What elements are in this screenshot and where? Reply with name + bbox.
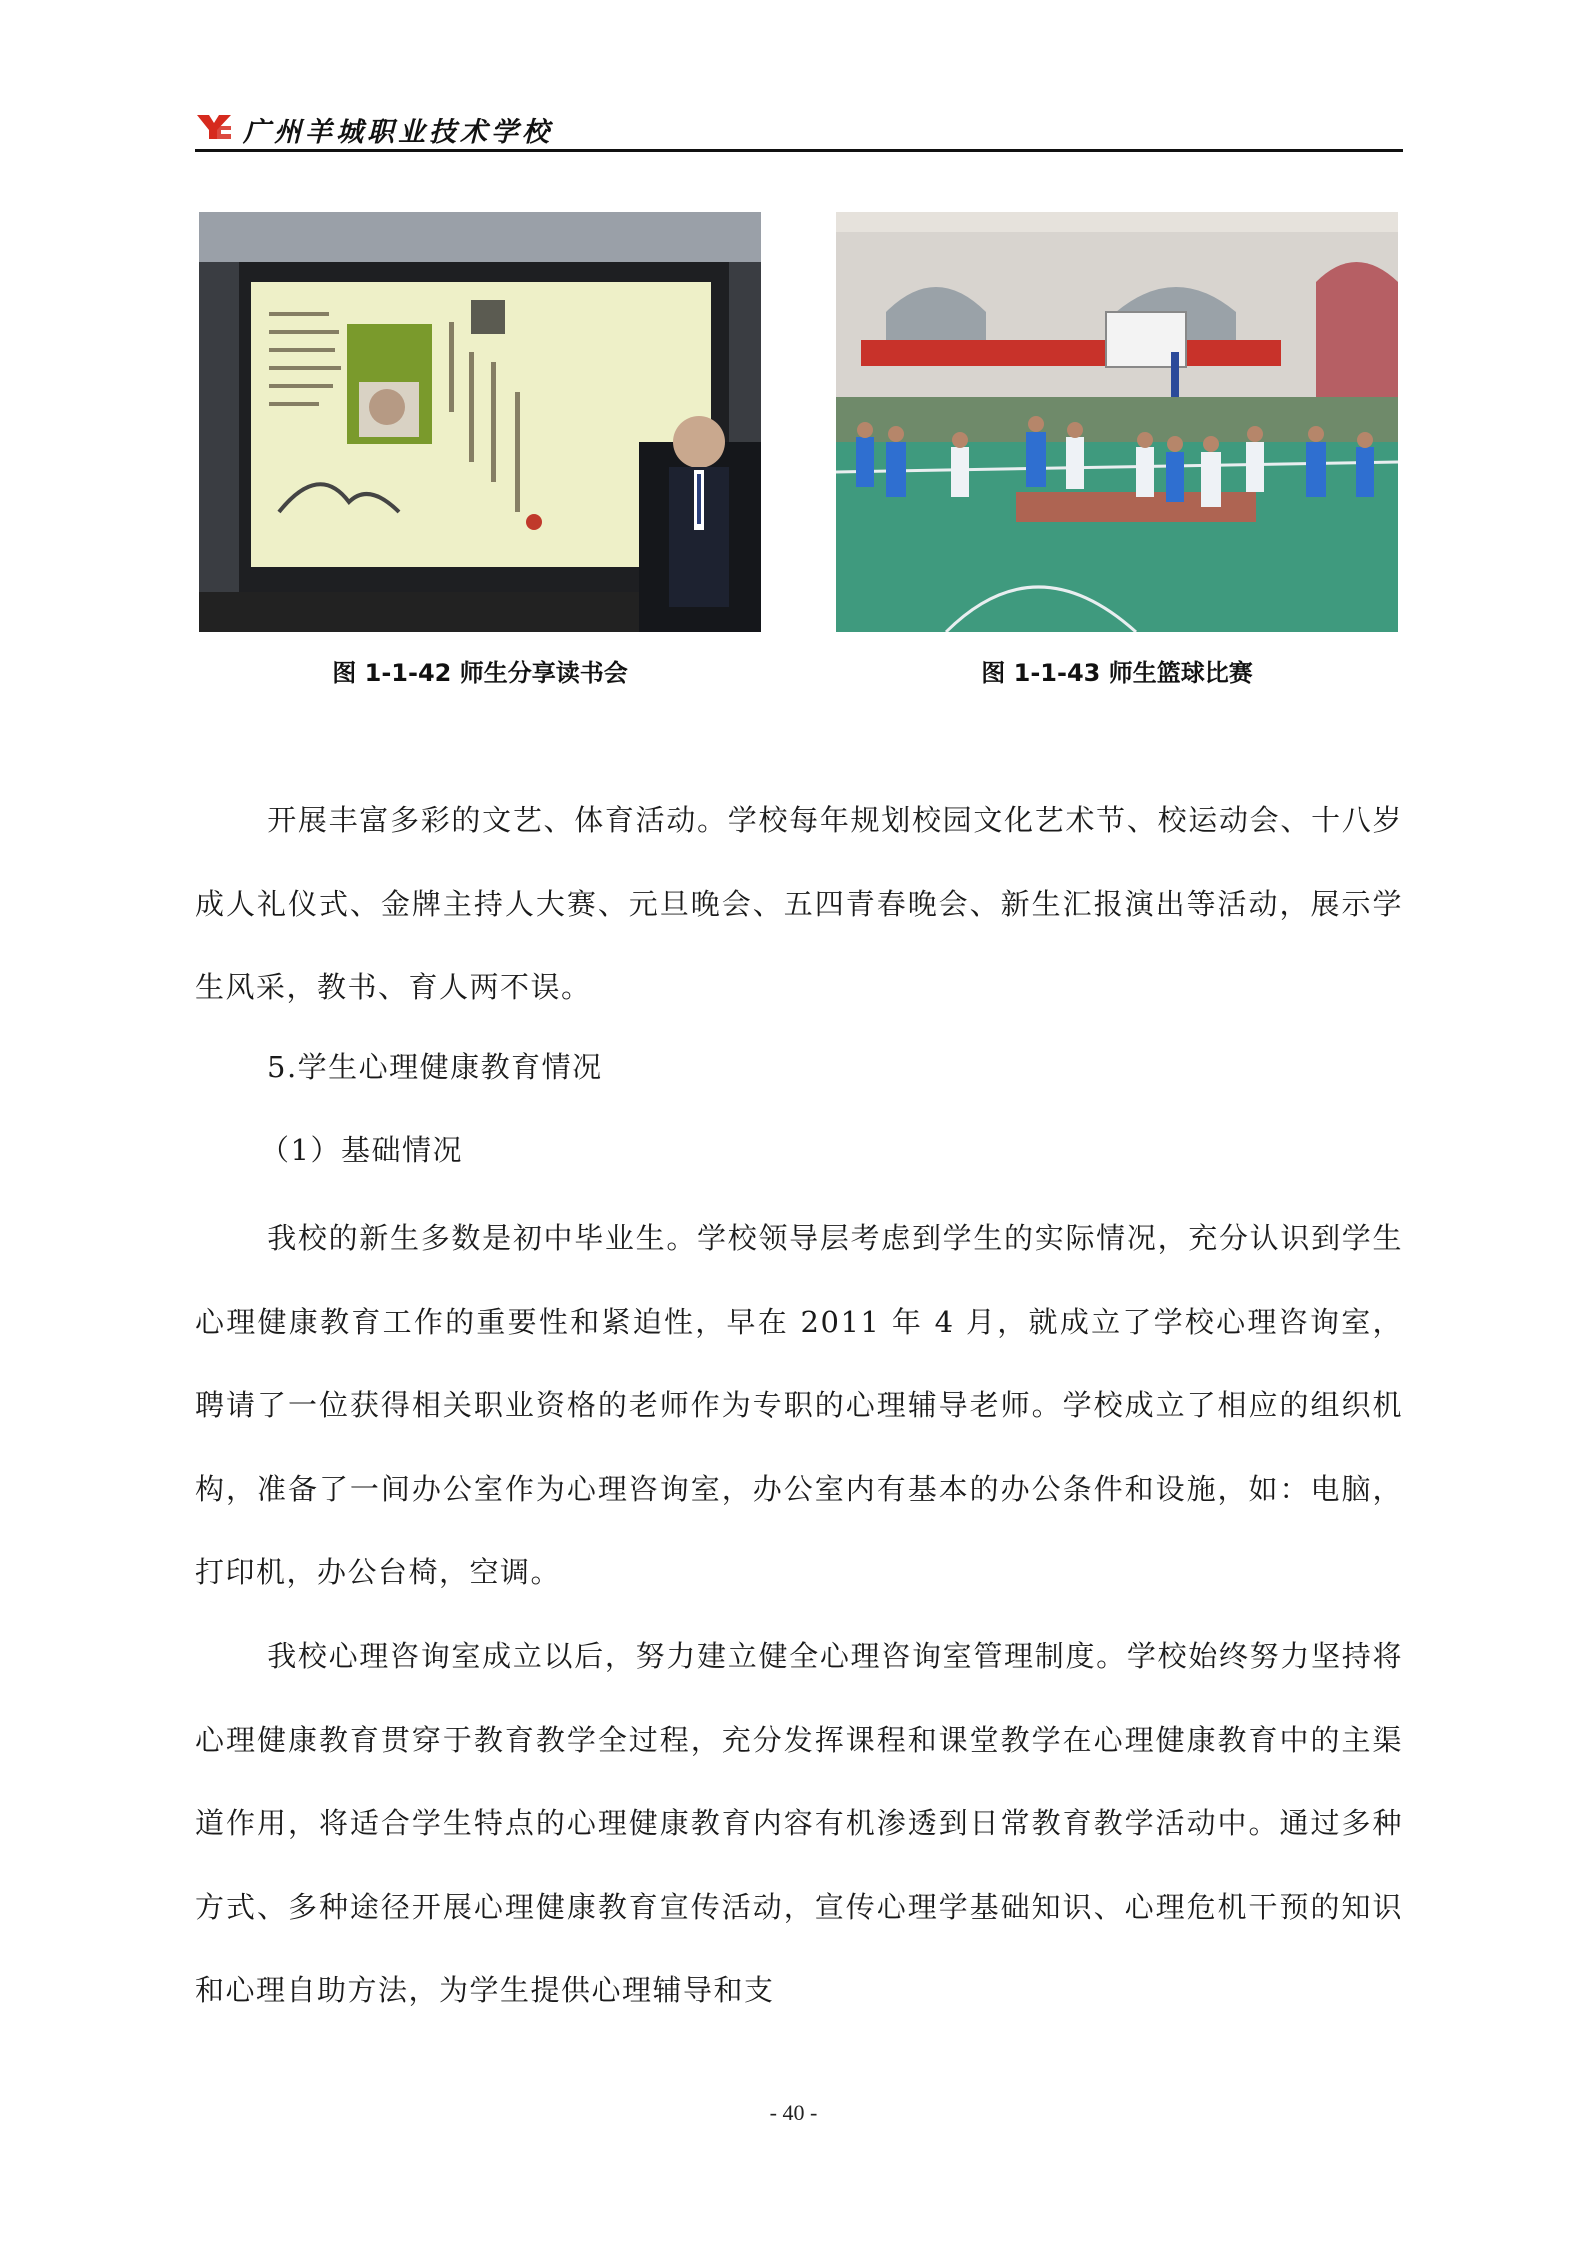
paragraph-activities: 开展丰富多彩的文艺、体育活动。学校每年规划校园文化艺术节、校运动会、十八岁成人礼仪式、金牌主持人大赛、元旦晚会、五四青春晚会、新生汇报演出等活动，展示学生风采，教书、育人两不误。	[195, 803, 1403, 1004]
figure-caption: 图 1-1-43 师生篮球比赛	[981, 659, 1253, 687]
figure-caption: 图 1-1-42 师生分享读书会	[332, 659, 628, 687]
subsection-heading: （1）基础情况	[260, 1133, 463, 1167]
school-name: 广州羊城职业技术学校	[243, 117, 553, 148]
reading-session-photo	[199, 212, 761, 632]
header-divider	[195, 149, 1403, 152]
page-number: - 40 -	[769, 2100, 818, 2125]
basketball-game-photo	[836, 212, 1398, 632]
paragraph-management-system: 我校心理咨询室成立以后，努力建立健全心理咨询室管理制度。学校始终努力坚持将心理健康教育贯穿于教育教学全过程，充分发挥课程和课堂教学在心理健康教育中的主渠道作用，将适合学生特点的心理健康教育内容有机渗透到日常教育教学活动中。通过多种方式、多种途径开展心理健康教育宣传活动，宣传心理学基础知识、心理危机干预的知识和心理自助方法，为学生提供心理辅导和支	[195, 1639, 1403, 2007]
paragraph-basic-situation: 我校的新生多数是初中毕业生。学校领导层考虑到学生的实际情况，充分认识到学生心理健康教育工作的重要性和紧迫性，早在 2011 年 4 月，就成立了学校心理咨询室，聘请了一位获得相关职业资格的老师作为专职的心理辅导老师。学校成立了相应的组织机构，准备了一间办公室作为心理咨询室，办公室内有基本的办公条件和设施，如：电脑，打印机，办公台椅，空调。	[195, 1221, 1403, 1589]
page-header	[195, 106, 1403, 152]
school-logo-icon	[195, 112, 233, 142]
section-heading: 5.学生心理健康教育情况	[267, 1050, 603, 1084]
